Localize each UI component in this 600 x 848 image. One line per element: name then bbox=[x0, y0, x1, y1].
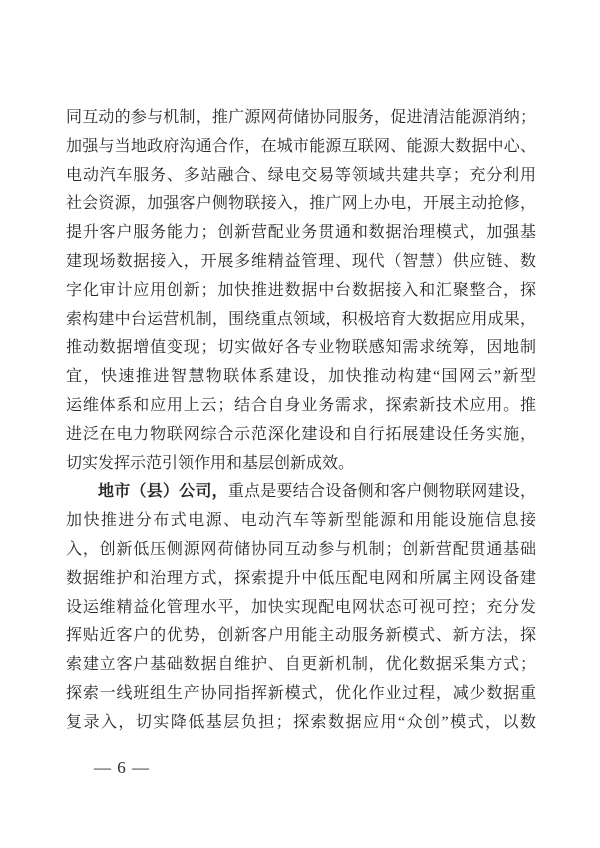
text-line: 宜，快速推进智慧物联体系建设，加快推动构建“国网云”新型 bbox=[66, 368, 536, 386]
text-line: 复录入，切实降低基层负担；探索数据应用“众创”模式，以数 bbox=[66, 713, 536, 731]
text-line: 推动数据增值变现；切实做好各专业物联感知需求统筹，因地制 bbox=[66, 339, 536, 357]
text-line: 加强与当地政府沟通合作，在城市能源互联网、能源大数据中心、 bbox=[66, 137, 536, 155]
text-line: 入，创新低压侧源网荷储协同互动参与机制；创新营配贯通基础 bbox=[66, 540, 536, 558]
page-number: — 6 — bbox=[94, 758, 150, 777]
paragraph-lead-rest: 重点是要结合设备侧和客户侧物联网建设， bbox=[227, 483, 536, 501]
text-line: 切实发挥示范引领作用和基层创新成效。 bbox=[66, 454, 355, 472]
text-line: 建现场数据接入，开展多维精益管理、现代（智慧）供应链、数 bbox=[66, 252, 536, 270]
paragraph-continuation bbox=[66, 104, 536, 478]
text-line: 设运维精益化管理水平，加快实现配电网状态可视可控；充分发 bbox=[66, 598, 536, 616]
paragraph-lead-bold: 地市（县）公司， bbox=[98, 483, 228, 501]
text-line: 数据维护和治理方式，探索提升中低压配电网和所属主网设备建 bbox=[66, 569, 536, 587]
text-line: 索构建中台运营机制，围绕重点领域，积极培育大数据应用成果， bbox=[66, 310, 536, 328]
text-line: 社会资源，加强客户侧物联接入，推广网上办电，开展主动抢修， bbox=[66, 195, 536, 213]
paragraph-city-county-company bbox=[66, 478, 536, 737]
text-line: 运维体系和应用上云；结合自身业务需求，探索新技术应用。推 bbox=[66, 396, 536, 414]
text-line: 同互动的参与机制，推广源网荷储协同服务，促进清洁能源消纳； bbox=[66, 109, 536, 126]
document-body bbox=[66, 104, 536, 738]
text-line: 挥贴近客户的优势，创新客户用能主动服务新模式、新方法，探 bbox=[66, 627, 536, 645]
text-line bbox=[66, 478, 536, 507]
text-line: 进泛在电力物联网综合示范深化建设和自行拓展建设任务实施， bbox=[66, 425, 536, 443]
text-line: 字化审计应用创新；加快推进数据中台数据接入和汇聚整合，探 bbox=[66, 281, 536, 299]
text-line: 电动汽车服务、多站融合、绿电交易等领域共建共享；充分利用 bbox=[66, 166, 536, 184]
text-line: 加快推进分布式电源、电动汽车等新型能源和用能设施信息接 bbox=[66, 512, 536, 530]
text-line: 索建立客户基础数据自维护、自更新机制，优化数据采集方式； bbox=[66, 656, 536, 674]
text-line: 探索一线班组生产协同指挥新模式，优化作业过程，减少数据重 bbox=[66, 684, 536, 702]
text-line: 提升客户服务能力；创新营配业务贯通和数据治理模式，加强基 bbox=[66, 224, 536, 242]
